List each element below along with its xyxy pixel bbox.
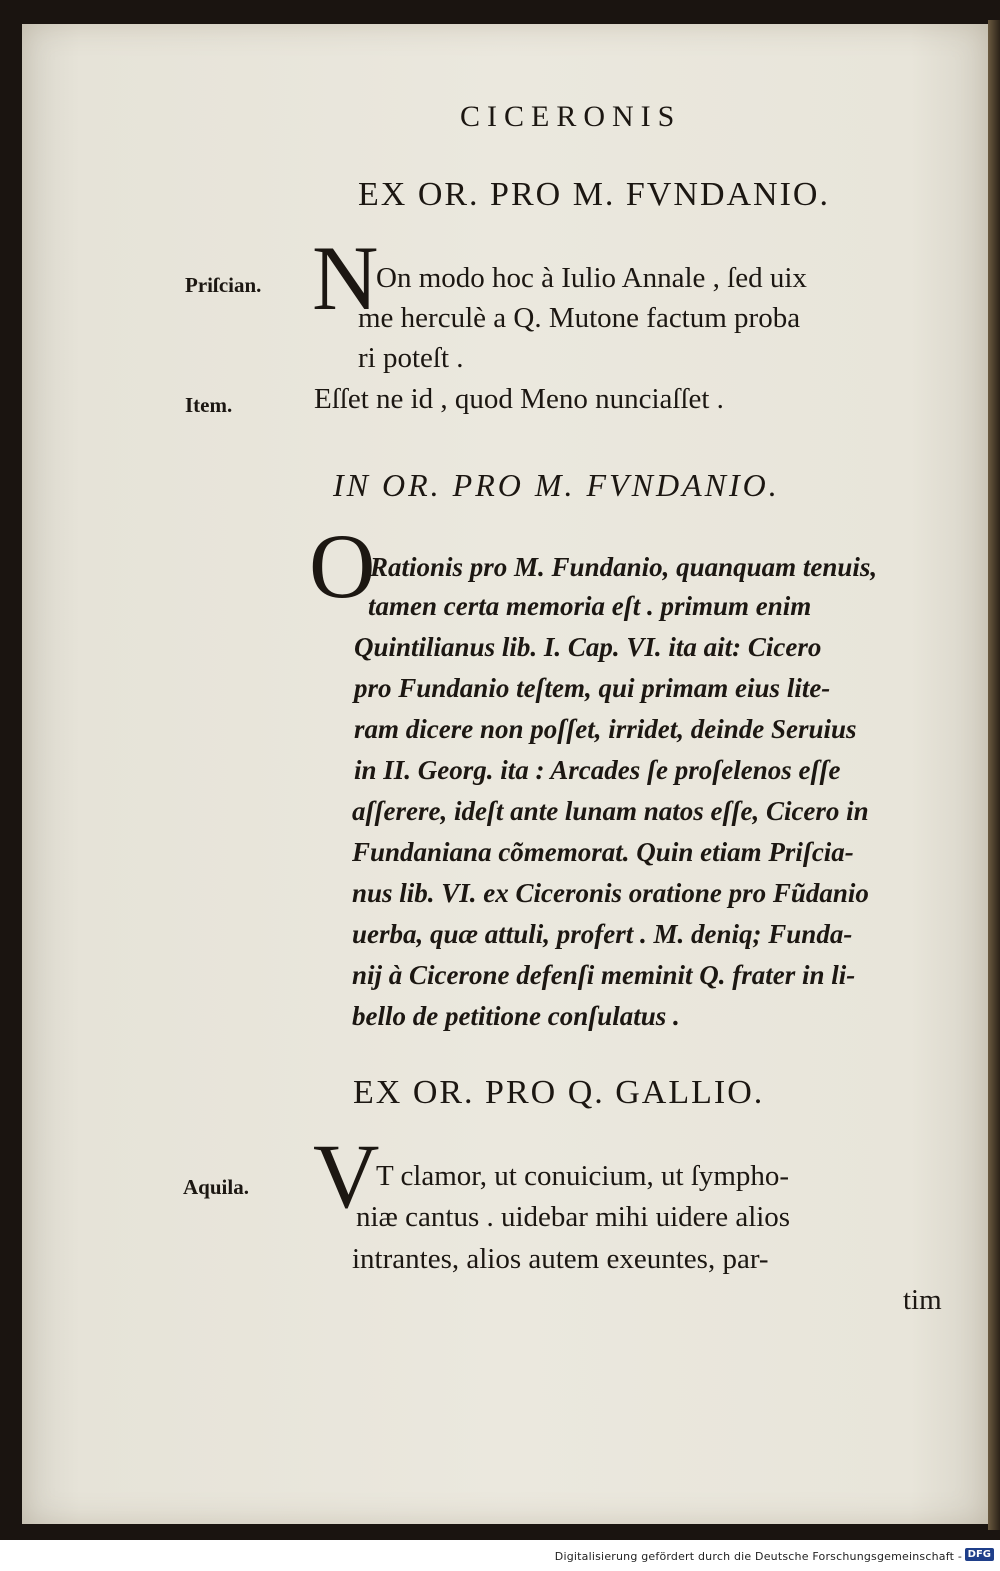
text-line: bello de petitione conſulatus . [352,1001,680,1031]
text-line: Eſſet ne id , quod Meno nunciaſſet . [314,383,724,415]
digitization-credit: Digitalisierung gefördert durch die Deutsche Forschungsgemeinschaft - [554,1550,962,1563]
text-line: Quintilianus lib. I. Cap. VI. ita ait: Cicero [354,632,822,662]
text-line: in II. Georg. ita : Arcades ſe proſelenos eſſe [354,755,841,785]
drop-capital-n: N [312,227,379,329]
text-line: ram dicere non poſſet, irridet, deinde Seruius [354,714,857,744]
text-line: Fundaniana cõmemorat. Quin etiam Priſcia- [352,837,854,867]
section-heading-fundanio-ex: EX OR. PRO M. FVNDANIO. [358,176,830,213]
text-line: uerba, quæ attuli, profert . M. deniq; Funda- [352,919,853,949]
section-heading-fundanio-in: IN OR. PRO M. FVNDANIO. [333,467,780,503]
margin-note-priscian: Priſcian. [185,273,262,297]
text-line: intrantes, alios autem exeuntes, par- [352,1243,769,1275]
page-edge [988,20,1000,1530]
dfg-logo: DFG [965,1548,994,1561]
text-line: tamen certa memoria eſt . primum enim [368,591,812,621]
text-line: T clamor, ut conuicium, ut ſympho- [376,1160,790,1192]
text-line: nij à Cicerone defenſi meminit Q. frater in li- [352,960,856,990]
drop-capital-v: V [313,1125,380,1227]
text-line: aſſerere, ideſt ante lunam natos eſſe, Cicero in [352,796,869,826]
margin-note-item: Item. [185,393,233,417]
text-line: niæ cantus . uidebar mihi uidere alios [356,1201,791,1233]
text-line: On modo hoc à Iulio Annale , ſed uix [376,262,807,294]
running-head: CICERONIS [460,100,682,133]
drop-capital-o: O [309,515,376,617]
text-line: pro Fundanio teſtem, qui primam eius lite- [354,673,831,703]
catchword: tim [903,1284,942,1316]
text-line: Rationis pro M. Fundanio, quanquam tenuis, [370,552,878,582]
text-line: me herculè a Q. Mutone factum proba [358,302,801,334]
margin-note-aquila: Aquila. [183,1175,249,1199]
section-heading-gallio: EX OR. PRO Q. GALLIO. [353,1074,765,1111]
text-line: ri poteſt . [358,342,464,374]
text-line: nus lib. VI. ex Ciceronis oratione pro Fũdanio [352,878,869,908]
